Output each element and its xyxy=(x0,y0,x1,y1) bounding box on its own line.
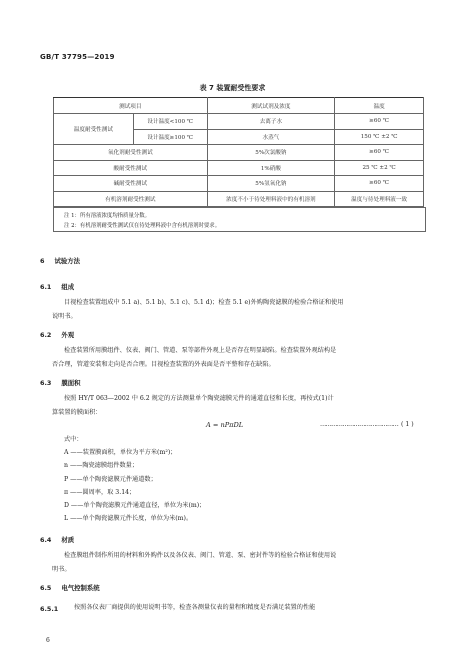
table-cell: 1%硝酸 xyxy=(207,160,335,176)
table-cell: 150 ℃ ±2 ℃ xyxy=(335,129,424,145)
definition-line: π ——圆周率，取 3.14； xyxy=(64,488,136,496)
table-cell: 5%氢氧化钠 xyxy=(207,176,335,192)
text-line: 明书。 xyxy=(52,565,71,573)
text-line: 说明书。 xyxy=(52,312,77,320)
paragraph xyxy=(52,392,424,419)
definition-line: A ——装置膜面积，单位为平方米(m²)； xyxy=(64,449,177,456)
table-cell: 5%次氯酸钠 xyxy=(207,145,335,161)
section-number: 6.1 xyxy=(40,283,52,291)
table-cell: 碱耐受性测试 xyxy=(54,176,208,192)
page-number: 6 xyxy=(46,637,50,644)
text-line: 按照 HY/T 063—2002 中 6.2 规定的方法测量单个陶瓷滤膜元件的通道直径和长度，再按式(1)计 xyxy=(64,395,334,402)
table-cell: 水蒸气 xyxy=(207,129,335,145)
section-title: 材质 xyxy=(61,536,75,544)
table-header-row xyxy=(54,98,424,114)
definition-line: L ——单个陶瓷滤膜元件长度，单位为米(m)。 xyxy=(64,515,193,523)
section-title: 外观 xyxy=(61,331,75,339)
section-number: 6.2 xyxy=(40,331,52,339)
table-cell: 温度耐受性测试 xyxy=(54,114,134,145)
subsection-heading xyxy=(40,583,100,592)
paragraph xyxy=(52,549,424,576)
table-cell: 设计温度≥100 ℃ xyxy=(133,129,207,145)
table-cell: 去离子水 xyxy=(207,114,335,130)
text-line: 算装置的膜面积： xyxy=(52,408,102,416)
requirements-table xyxy=(53,97,424,207)
section-number: 6.3 xyxy=(40,379,52,387)
text-line: 否合理，管道安装和走向是否合理。目视检查装置的外表面是否平整和存在缺陷。 xyxy=(52,360,275,368)
table-row xyxy=(54,176,424,192)
paragraph xyxy=(52,296,424,323)
column-header: 温度 xyxy=(335,98,424,114)
section-number: 6 xyxy=(40,257,45,265)
table-cell: 浓度不小于待处理料液中的有机溶剂 xyxy=(207,191,335,207)
section-title: 试验方法 xyxy=(54,257,81,265)
table-cell: ≥60 ℃ xyxy=(335,176,424,192)
paragraph xyxy=(74,601,424,615)
section-number: 6.5 xyxy=(40,584,52,592)
where-label: 式中： xyxy=(64,436,83,443)
section-heading xyxy=(40,256,80,265)
section-title: 膜面积 xyxy=(61,379,81,387)
subsection-heading xyxy=(40,605,58,613)
symbol-definitions xyxy=(64,446,205,526)
formula-leader: …………………………………… xyxy=(320,421,399,428)
column-header: 测试项目 xyxy=(54,98,208,114)
table-cell: 温度与待处理料液一致 xyxy=(335,191,424,207)
text-line: 检查膜组件制作所用的材料和外购件以及各仪表、阀门、管道、泵、密封件等的检验合格证和使用说 xyxy=(64,552,337,559)
subsection-heading xyxy=(40,282,74,291)
paragraph xyxy=(52,344,424,371)
definition-line: D ——单个陶瓷滤膜元件通道直径，单位为米(m)； xyxy=(64,502,206,510)
table-cell: 酸耐受性测试 xyxy=(54,160,208,176)
standard-code: GB/T 37795—2019 xyxy=(40,53,115,61)
table-row xyxy=(54,191,424,207)
table-note: 注 1：所有溶液浓度均指质量分数。 xyxy=(64,213,151,219)
table-cell: 设计温度<100 ℃ xyxy=(133,114,207,130)
table-note: 注 2：有机溶剂耐受性测试仅在待处理料液中含有机溶剂时要求。 xyxy=(64,223,221,229)
text-line: 目视检查装置组成中 5.1 a)、5.1 b)、5.1 c)、5.1 d)；检查 5.1 e)外购陶瓷滤膜的检验合格证和使用 xyxy=(64,299,344,306)
section-number: 6.5.1 xyxy=(40,605,59,613)
subsection-heading xyxy=(40,330,74,339)
section-title: 电气控制系统 xyxy=(61,584,100,592)
definition-line: P ——单个陶瓷滤膜元件通道数； xyxy=(64,475,157,483)
column-header: 测试试剂及浓度 xyxy=(207,98,335,114)
text-line: 检查装置所用膜组件、仪表、阀门、管道、泵等部件外观上是否存在明显缺陷。检查装置外观结构是 xyxy=(64,347,337,354)
formula-number: ( 1 ) xyxy=(401,421,414,428)
table-cell: ≥60 ℃ xyxy=(335,145,424,161)
definition-line: n ——陶瓷滤膜组件数量； xyxy=(64,462,139,470)
table-title: 表 7 装置耐受性要求 xyxy=(199,84,266,92)
subsection-heading xyxy=(40,378,81,387)
subsection-heading xyxy=(40,535,74,544)
section-title: 组成 xyxy=(61,283,75,291)
table-row xyxy=(54,160,424,176)
table-cell: 25 ℃ ±2 ℃ xyxy=(335,160,424,176)
text-line: 按照各仪表厂商提供的使用说明书等，检查各测量仪表的量程和精度是否满足装置的性能 xyxy=(74,604,316,611)
table-cell: 氧化剂耐受性测试 xyxy=(54,145,208,161)
section-number: 6.4 xyxy=(40,536,52,544)
table-row xyxy=(54,145,424,161)
table-notes xyxy=(53,207,426,232)
table-cell: 有机溶剂耐受性测试 xyxy=(54,191,208,207)
formula: A = nPπDL xyxy=(206,421,244,429)
table-row xyxy=(54,114,424,130)
table-cell: ≥60 ℃ xyxy=(335,114,424,130)
